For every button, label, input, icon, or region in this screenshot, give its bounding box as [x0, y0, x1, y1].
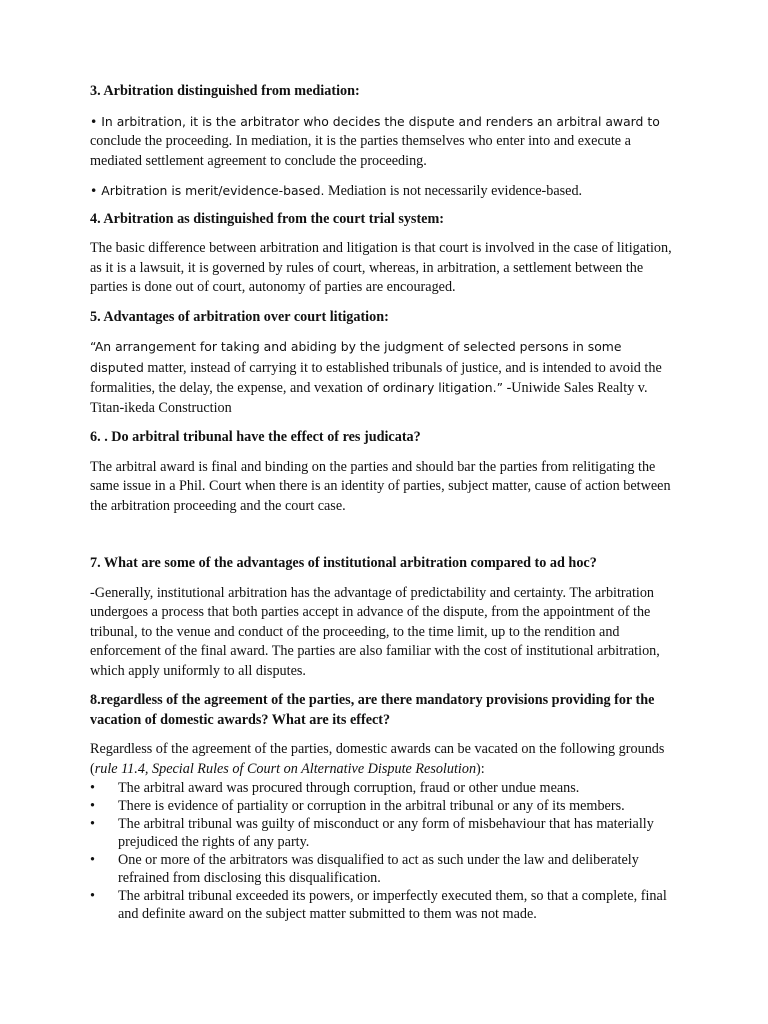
section-6-body: The arbitral award is final and binding on the parties and should bar the parties from relitigating the same issue in a Phil. Court when there is an identity of parties, subject matter, cause of action between the arbitration proceeding and the court case.	[90, 458, 671, 514]
section-5-quote-citation: -Uniwide Sales Realty v. Titan-ikeda Construction	[90, 380, 648, 416]
list-item: • The arbitral award was procured through corruption, fraud or other undue means.	[90, 779, 678, 797]
section-3-bullet-1-rest: conclude the proceeding. In mediation, it is the parties themselves who enter into and execute a mediated settlement agreement to conclude the proceeding.	[90, 133, 631, 169]
section-4-heading: 4. Arbitration as distinguished from the court trial system:	[90, 210, 445, 227]
list-item: • One or more of the arbitrators was disqualified to act as such under the law and deliberately refrained from disclosing this disqualification.	[90, 851, 678, 887]
section-8-intro	[90, 740, 678, 779]
section-3-bullet-1	[90, 112, 678, 172]
section-3-bullet-2-rest: Mediation is not necessarily evidence-based.	[324, 183, 583, 199]
section-5-heading: 5. Advantages of arbitration over court litigation:	[90, 308, 389, 325]
section-8-intro-a: Regardless of the agreement of the parties, domestic awards can be vacated on the following grounds (	[90, 741, 665, 777]
section-3-heading: 3. Arbitration distinguished from mediation:	[90, 83, 360, 99]
section-5-quote-alt: of ordinary litigation.”	[362, 380, 504, 395]
section-4-body: The basic difference between arbitration and litigation is that court is involved in the case of litigation, as it is a lawsuit, it is governed by rules of court, whereas, in arbitration, a settlement between the parties is done out of court, autonomy of parties are encouraged.	[90, 240, 672, 295]
section-7-heading: 7. What are some of the advantages of institutional arbitration compared to ad hoc?	[90, 555, 597, 571]
document-page	[90, 82, 678, 923]
section-7-body: -Generally, institutional arbitration has the advantage of predictability and certainty. The arbitration undergoes a process that both parties accept in advance of the dispute, from the appointment of the tribunal, to the venue and conduct of the proceeding, to the time limit, up to the rendition and enforcement of the final award. The parties are also familiar with the cost of institutional arbitration, which apply uniformly to all disputes.	[90, 584, 660, 679]
section-8-grounds-list	[90, 779, 678, 923]
list-item: • The arbitral tribunal exceeded its powers, or imperfectly executed them, so that a complete, final and definite award on the subject matter submitted to them was not made.	[90, 887, 678, 923]
section-5-quote-mid: matter, instead of carrying it to established tribunals of justice, and is intended to avoid the formalities, the delay, the expense, and vexation	[90, 359, 662, 396]
list-item: • There is evidence of partiality or corruption in the arbitral tribunal or any of its members.	[90, 797, 678, 815]
section-6-heading: 6. . Do arbitral tribunal have the effect of res judicata?	[90, 429, 421, 445]
section-5-quote	[90, 337, 678, 418]
section-3-bullet-2	[90, 181, 678, 202]
section-5-quote-lead: “An arrangement for taking and abiding by the judgment of selected persons in some disputed	[90, 339, 622, 375]
section-3-bullet-1-lead: • In arbitration, it is the arbitrator who decides the dispute and renders an arbitral award to	[90, 113, 660, 129]
section-8-heading: 8.regardless of the agreement of the parties, are there mandatory provisions providing for the vacation of domestic awards? What are its effect?	[90, 692, 655, 728]
section-8-intro-citation: rule 11.4, Special Rules of Court on Alternative Dispute Resolution	[94, 760, 477, 777]
section-3-bullet-2-lead: • Arbitration is merit/evidence-based.	[90, 183, 325, 198]
section-8-intro-b: ):	[476, 760, 485, 777]
list-item: • The arbitral tribunal was guilty of misconduct or any form of misbehaviour that has materially prejudiced the rights of any party.	[90, 815, 678, 851]
